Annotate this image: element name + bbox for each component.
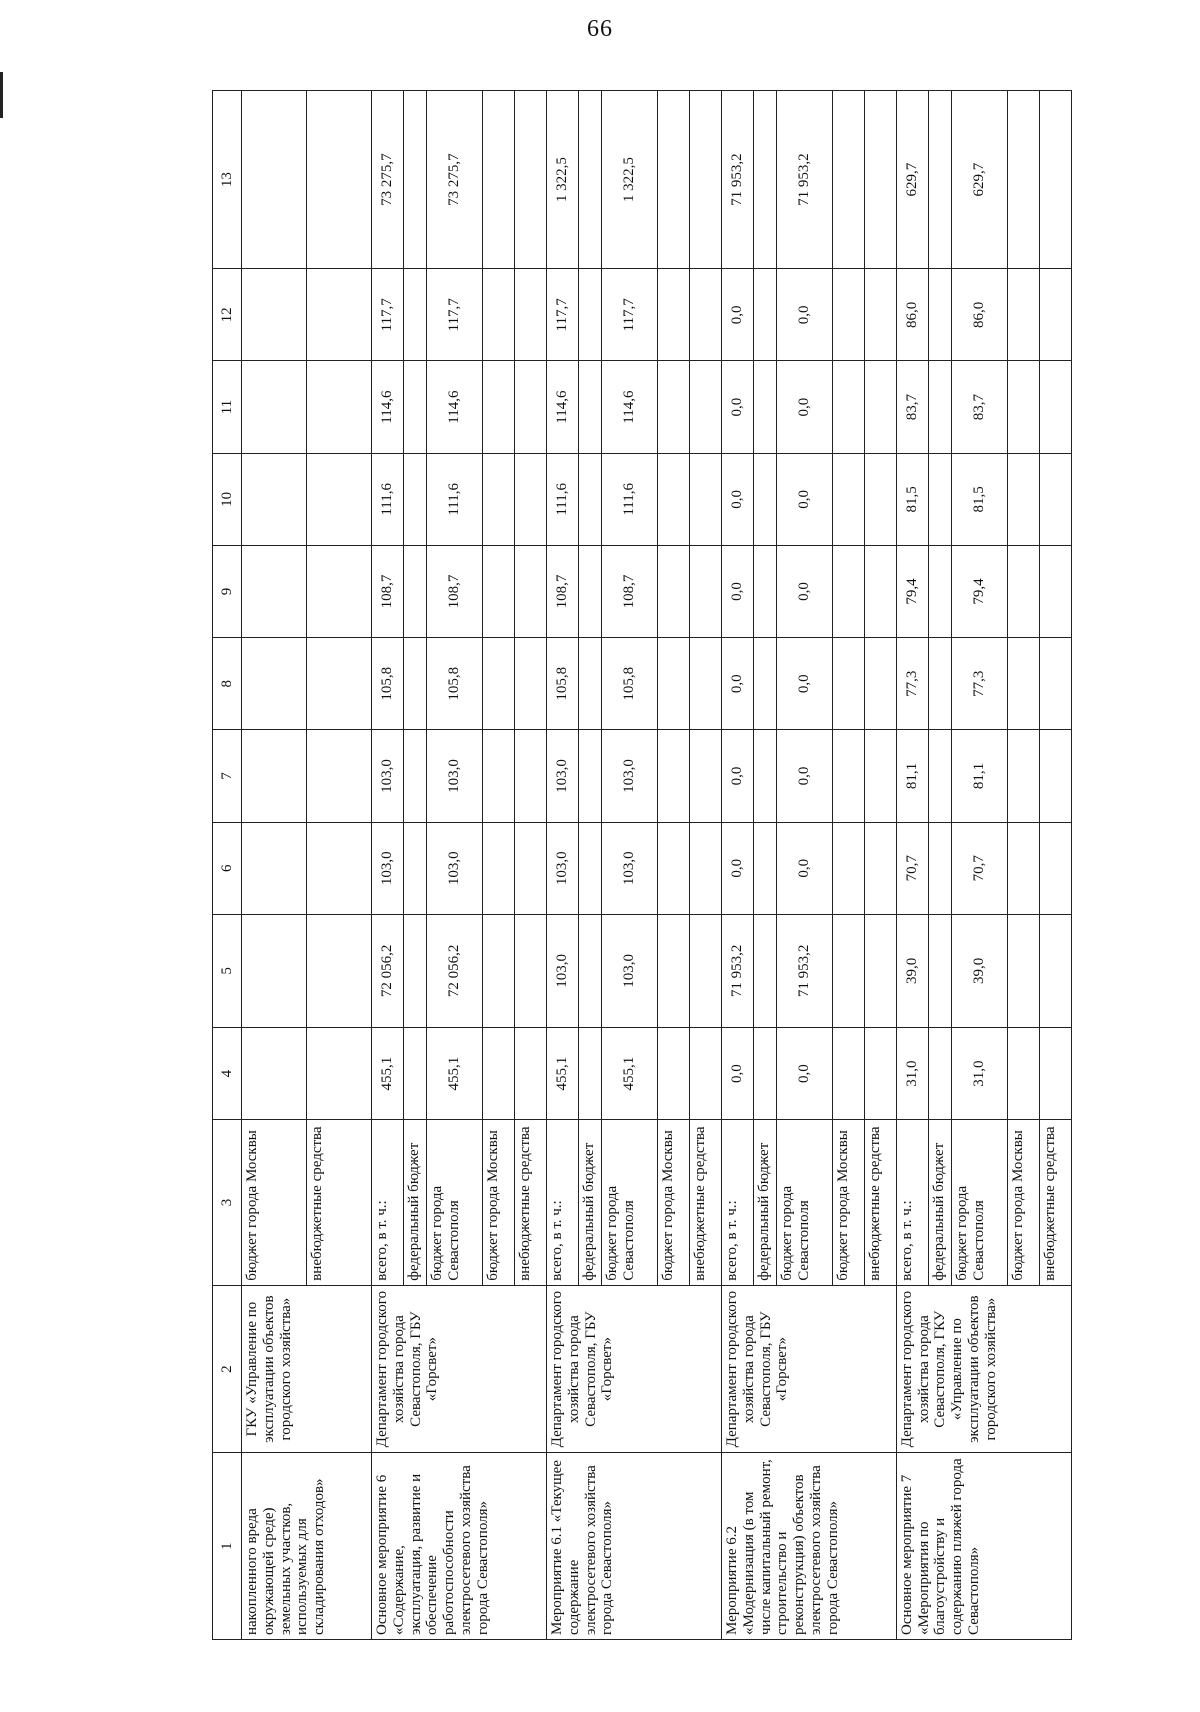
value-cell: 0,0 <box>721 730 753 822</box>
value-cell: 73 275,7 <box>372 91 404 269</box>
value-cell <box>833 822 865 914</box>
value-cell: 629,7 <box>896 91 928 269</box>
value-cell: 0,0 <box>776 453 832 545</box>
value-cell: 72 056,2 <box>426 914 482 1027</box>
page-number: 66 <box>587 16 613 42</box>
value-cell <box>1039 1027 1071 1119</box>
value-cell <box>928 453 951 545</box>
funding-source: внебюджетные средства <box>865 1120 897 1286</box>
funding-source: всего, в т. ч.: <box>896 1120 928 1286</box>
value-cell <box>515 638 547 730</box>
value-cell: 70,7 <box>896 822 928 914</box>
funding-source: бюджет города Севастополя <box>776 1120 832 1286</box>
value-cell: 111,6 <box>372 453 404 545</box>
value-cell <box>833 1027 865 1119</box>
value-cell: 1 322,5 <box>601 91 657 269</box>
value-cell: 111,6 <box>546 453 578 545</box>
funding-source: федеральный бюджет <box>928 1120 951 1286</box>
value-cell <box>578 638 601 730</box>
value-cell <box>1008 91 1040 269</box>
activity-name: Основное мероприятие 7 «Мероприятия по благоустройству и содержанию пляжей города Севастополя» <box>896 1453 1071 1640</box>
value-cell <box>242 91 307 269</box>
value-cell <box>753 453 776 545</box>
funding-source: федеральный бюджет <box>403 1120 426 1286</box>
value-cell <box>307 361 372 453</box>
value-cell <box>690 1027 722 1119</box>
value-cell <box>578 822 601 914</box>
value-cell <box>833 638 865 730</box>
table-row <box>242 91 307 1640</box>
value-cell <box>658 269 690 361</box>
value-cell: 103,0 <box>546 822 578 914</box>
value-cell: 0,0 <box>776 269 832 361</box>
value-cell <box>928 1027 951 1119</box>
funding-source: федеральный бюджет <box>578 1120 601 1286</box>
value-cell <box>515 91 547 269</box>
value-cell: 71 953,2 <box>721 914 753 1027</box>
col-header-5: 5 <box>213 914 242 1027</box>
funding-source: всего, в т. ч.: <box>546 1120 578 1286</box>
funding-source: бюджет города Москвы <box>483 1120 515 1286</box>
value-cell: 83,7 <box>896 361 928 453</box>
col-header-9: 9 <box>213 545 242 637</box>
value-cell <box>833 545 865 637</box>
value-cell <box>483 638 515 730</box>
value-cell: 108,7 <box>372 545 404 637</box>
value-cell: 103,0 <box>601 822 657 914</box>
value-cell <box>1039 730 1071 822</box>
value-cell <box>578 269 601 361</box>
value-cell <box>753 545 776 637</box>
value-cell: 629,7 <box>951 91 1007 269</box>
value-cell <box>865 91 897 269</box>
margin-mark <box>0 72 3 118</box>
value-cell <box>1039 269 1071 361</box>
funding-source: бюджет города Севастополя <box>601 1120 657 1286</box>
value-cell: 103,0 <box>546 914 578 1027</box>
value-cell: 86,0 <box>896 269 928 361</box>
value-cell <box>515 1027 547 1119</box>
value-cell <box>242 361 307 453</box>
value-cell <box>1008 453 1040 545</box>
value-cell: 31,0 <box>951 1027 1007 1119</box>
value-cell <box>690 730 722 822</box>
value-cell <box>690 361 722 453</box>
value-cell: 79,4 <box>951 545 1007 637</box>
value-cell <box>833 453 865 545</box>
value-cell <box>658 638 690 730</box>
value-cell: 39,0 <box>951 914 1007 1027</box>
value-cell <box>307 91 372 269</box>
value-cell: 0,0 <box>776 822 832 914</box>
value-cell: 0,0 <box>776 361 832 453</box>
value-cell <box>865 730 897 822</box>
value-cell: 71 953,2 <box>776 91 832 269</box>
value-cell <box>928 91 951 269</box>
value-cell <box>483 822 515 914</box>
value-cell <box>690 822 722 914</box>
value-cell <box>307 453 372 545</box>
value-cell <box>242 638 307 730</box>
value-cell <box>1008 914 1040 1027</box>
value-cell <box>403 914 426 1027</box>
value-cell: 71 953,2 <box>721 91 753 269</box>
value-cell: 103,0 <box>372 822 404 914</box>
funding-source: бюджет города Москвы <box>833 1120 865 1286</box>
value-cell: 114,6 <box>601 361 657 453</box>
value-cell: 0,0 <box>776 545 832 637</box>
value-cell <box>1008 1027 1040 1119</box>
value-cell <box>753 822 776 914</box>
value-cell: 77,3 <box>896 638 928 730</box>
value-cell <box>753 91 776 269</box>
value-cell: 103,0 <box>426 822 482 914</box>
activity-name: Мероприятие 6.2 «Модернизация (в том числе капитальный ремонт, строительство и реконструкция) объектов электросетевого хозяйства города Севастополя» <box>721 1453 896 1640</box>
value-cell: 81,5 <box>951 453 1007 545</box>
funding-source: внебюджетные средства <box>307 1120 372 1286</box>
funding-source: бюджет города Москвы <box>1008 1120 1040 1286</box>
value-cell <box>515 914 547 1027</box>
value-cell: 105,8 <box>601 638 657 730</box>
value-cell <box>658 545 690 637</box>
value-cell <box>865 361 897 453</box>
value-cell <box>403 1027 426 1119</box>
value-cell <box>833 361 865 453</box>
value-cell <box>658 1027 690 1119</box>
value-cell: 103,0 <box>546 730 578 822</box>
value-cell: 108,7 <box>601 545 657 637</box>
activity-name: Мероприятие 6.1 «Текущее содержание электросетевого хозяйства города Севастополя» <box>546 1453 721 1640</box>
value-cell: 117,7 <box>372 269 404 361</box>
value-cell: 0,0 <box>776 730 832 822</box>
value-cell <box>865 269 897 361</box>
value-cell: 114,6 <box>426 361 482 453</box>
value-cell: 71 953,2 <box>776 914 832 1027</box>
value-cell <box>1039 822 1071 914</box>
funding-source: бюджет города Москвы <box>242 1120 307 1286</box>
value-cell <box>753 361 776 453</box>
value-cell <box>242 453 307 545</box>
value-cell <box>403 91 426 269</box>
value-cell: 70,7 <box>951 822 1007 914</box>
executor: Департамент городского хозяйства города Севастополя, ГБУ «Горсвет» <box>721 1285 896 1453</box>
value-cell <box>483 545 515 637</box>
value-cell: 39,0 <box>896 914 928 1027</box>
value-cell <box>865 1027 897 1119</box>
col-header-1: 1 <box>213 1453 242 1640</box>
value-cell <box>403 361 426 453</box>
value-cell <box>1039 453 1071 545</box>
col-header-3: 3 <box>213 1120 242 1286</box>
table-row <box>896 91 928 1640</box>
funding-source: всего, в т. ч.: <box>721 1120 753 1286</box>
value-cell: 103,0 <box>601 730 657 822</box>
value-cell: 103,0 <box>601 914 657 1027</box>
value-cell: 0,0 <box>721 545 753 637</box>
value-cell <box>483 91 515 269</box>
value-cell <box>928 914 951 1027</box>
value-cell: 103,0 <box>426 730 482 822</box>
executor: Департамент городского хозяйства города Севастополя, ГКУ «Управление по эксплуатации объектов городского хозяйства» <box>896 1285 1071 1453</box>
value-cell <box>515 730 547 822</box>
col-header-7: 7 <box>213 730 242 822</box>
table-row <box>721 91 753 1640</box>
funding-source: внебюджетные средства <box>515 1120 547 1286</box>
value-cell <box>1039 914 1071 1027</box>
value-cell <box>307 822 372 914</box>
value-cell <box>483 361 515 453</box>
funding-source: бюджет города Севастополя <box>426 1120 482 1286</box>
executor: Департамент городского хозяйства города Севастополя, ГБУ «Горсвет» <box>546 1285 721 1453</box>
value-cell: 455,1 <box>546 1027 578 1119</box>
value-cell: 0,0 <box>776 638 832 730</box>
value-cell <box>403 638 426 730</box>
funding-source: внебюджетные средства <box>690 1120 722 1286</box>
value-cell <box>578 91 601 269</box>
value-cell: 81,5 <box>896 453 928 545</box>
value-cell <box>515 453 547 545</box>
value-cell: 108,7 <box>546 545 578 637</box>
value-cell <box>483 914 515 1027</box>
value-cell <box>690 638 722 730</box>
value-cell: 0,0 <box>721 453 753 545</box>
value-cell: 0,0 <box>776 1027 832 1119</box>
table-row <box>546 91 578 1640</box>
value-cell <box>658 91 690 269</box>
value-cell <box>307 269 372 361</box>
value-cell <box>690 914 722 1027</box>
value-cell <box>928 545 951 637</box>
value-cell <box>242 730 307 822</box>
value-cell <box>833 730 865 822</box>
value-cell <box>578 730 601 822</box>
value-cell <box>865 914 897 1027</box>
value-cell <box>1008 361 1040 453</box>
value-cell <box>483 269 515 361</box>
value-cell <box>578 453 601 545</box>
funding-source: внебюджетные средства <box>1039 1120 1071 1286</box>
value-cell: 0,0 <box>721 822 753 914</box>
executor: ГКУ «Управление по эксплуатации объектов городского хозяйства» <box>242 1285 372 1453</box>
value-cell: 73 275,7 <box>426 91 482 269</box>
value-cell <box>515 822 547 914</box>
value-cell <box>578 914 601 1027</box>
table-row <box>372 91 404 1640</box>
value-cell <box>242 545 307 637</box>
value-cell: 111,6 <box>601 453 657 545</box>
value-cell <box>307 638 372 730</box>
value-cell <box>242 1027 307 1119</box>
value-cell <box>403 822 426 914</box>
value-cell <box>1008 730 1040 822</box>
value-cell <box>1039 545 1071 637</box>
value-cell: 81,1 <box>896 730 928 822</box>
activity-name: накопленного вреда окружающей среде) земельных участков, используемых для складирования отходов» <box>242 1453 372 1640</box>
activity-name: Основное мероприятие 6 «Содержание, эксплуатация, развитие и обеспечение работоспособности электросетевого хозяйства города Севастополя» <box>372 1453 547 1640</box>
value-cell: 103,0 <box>372 730 404 822</box>
value-cell <box>242 914 307 1027</box>
value-cell <box>658 914 690 1027</box>
value-cell: 108,7 <box>426 545 482 637</box>
value-cell <box>928 822 951 914</box>
value-cell <box>403 453 426 545</box>
value-cell <box>928 638 951 730</box>
value-cell <box>242 269 307 361</box>
col-header-2: 2 <box>213 1285 242 1453</box>
executor: Департамент городского хозяйства города Севастополя, ГБУ «Горсвет» <box>372 1285 547 1453</box>
value-cell: 117,7 <box>426 269 482 361</box>
value-cell: 105,8 <box>546 638 578 730</box>
value-cell: 114,6 <box>372 361 404 453</box>
value-cell <box>928 730 951 822</box>
funding-source: бюджет города Севастополя <box>951 1120 1007 1286</box>
value-cell: 0,0 <box>721 1027 753 1119</box>
value-cell <box>658 730 690 822</box>
value-cell <box>483 730 515 822</box>
value-cell <box>753 638 776 730</box>
col-header-8: 8 <box>213 638 242 730</box>
value-cell <box>1039 361 1071 453</box>
value-cell <box>1008 638 1040 730</box>
value-cell <box>690 453 722 545</box>
value-cell <box>307 730 372 822</box>
col-header-11: 11 <box>213 361 242 453</box>
value-cell: 1 322,5 <box>546 91 578 269</box>
value-cell <box>515 361 547 453</box>
value-cell: 455,1 <box>372 1027 404 1119</box>
value-cell <box>307 545 372 637</box>
value-cell: 455,1 <box>426 1027 482 1119</box>
value-cell <box>753 730 776 822</box>
value-cell <box>578 361 601 453</box>
value-cell <box>1008 269 1040 361</box>
value-cell <box>403 730 426 822</box>
value-cell <box>658 361 690 453</box>
value-cell: 111,6 <box>426 453 482 545</box>
value-cell <box>865 545 897 637</box>
value-cell <box>690 91 722 269</box>
value-cell: 114,6 <box>546 361 578 453</box>
value-cell <box>658 453 690 545</box>
col-header-12: 12 <box>213 269 242 361</box>
value-cell: 83,7 <box>951 361 1007 453</box>
header-row <box>213 91 242 1640</box>
value-cell: 105,8 <box>372 638 404 730</box>
value-cell <box>865 453 897 545</box>
value-cell: 105,8 <box>426 638 482 730</box>
value-cell <box>515 269 547 361</box>
value-cell <box>483 1027 515 1119</box>
value-cell <box>833 914 865 1027</box>
value-cell: 0,0 <box>721 361 753 453</box>
col-header-10: 10 <box>213 453 242 545</box>
value-cell <box>483 453 515 545</box>
value-cell <box>753 1027 776 1119</box>
value-cell <box>833 91 865 269</box>
value-cell <box>578 1027 601 1119</box>
value-cell <box>1008 545 1040 637</box>
value-cell <box>515 545 547 637</box>
rotated-table-container <box>212 90 1072 1640</box>
col-header-4: 4 <box>213 1027 242 1119</box>
value-cell: 72 056,2 <box>372 914 404 1027</box>
value-cell: 79,4 <box>896 545 928 637</box>
value-cell <box>242 822 307 914</box>
value-cell: 31,0 <box>896 1027 928 1119</box>
value-cell <box>753 914 776 1027</box>
value-cell <box>865 822 897 914</box>
value-cell: 0,0 <box>721 638 753 730</box>
value-cell <box>403 269 426 361</box>
value-cell <box>753 269 776 361</box>
value-cell <box>403 545 426 637</box>
value-cell: 0,0 <box>721 269 753 361</box>
value-cell <box>1039 638 1071 730</box>
value-cell: 77,3 <box>951 638 1007 730</box>
value-cell <box>307 1027 372 1119</box>
value-cell <box>928 269 951 361</box>
value-cell <box>690 545 722 637</box>
value-cell: 117,7 <box>601 269 657 361</box>
value-cell <box>578 545 601 637</box>
col-header-6: 6 <box>213 822 242 914</box>
funding-source: бюджет города Москвы <box>658 1120 690 1286</box>
value-cell <box>1008 822 1040 914</box>
value-cell <box>690 269 722 361</box>
funding-source: федеральный бюджет <box>753 1120 776 1286</box>
value-cell: 455,1 <box>601 1027 657 1119</box>
value-cell: 81,1 <box>951 730 1007 822</box>
value-cell: 86,0 <box>951 269 1007 361</box>
value-cell <box>865 638 897 730</box>
value-cell <box>1039 91 1071 269</box>
col-header-13: 13 <box>213 91 242 269</box>
funding-source: всего, в т. ч.: <box>372 1120 404 1286</box>
budget-table <box>212 90 1072 1640</box>
value-cell <box>928 361 951 453</box>
value-cell <box>307 914 372 1027</box>
value-cell: 117,7 <box>546 269 578 361</box>
value-cell <box>658 822 690 914</box>
table-region <box>212 90 1072 1640</box>
value-cell <box>833 269 865 361</box>
